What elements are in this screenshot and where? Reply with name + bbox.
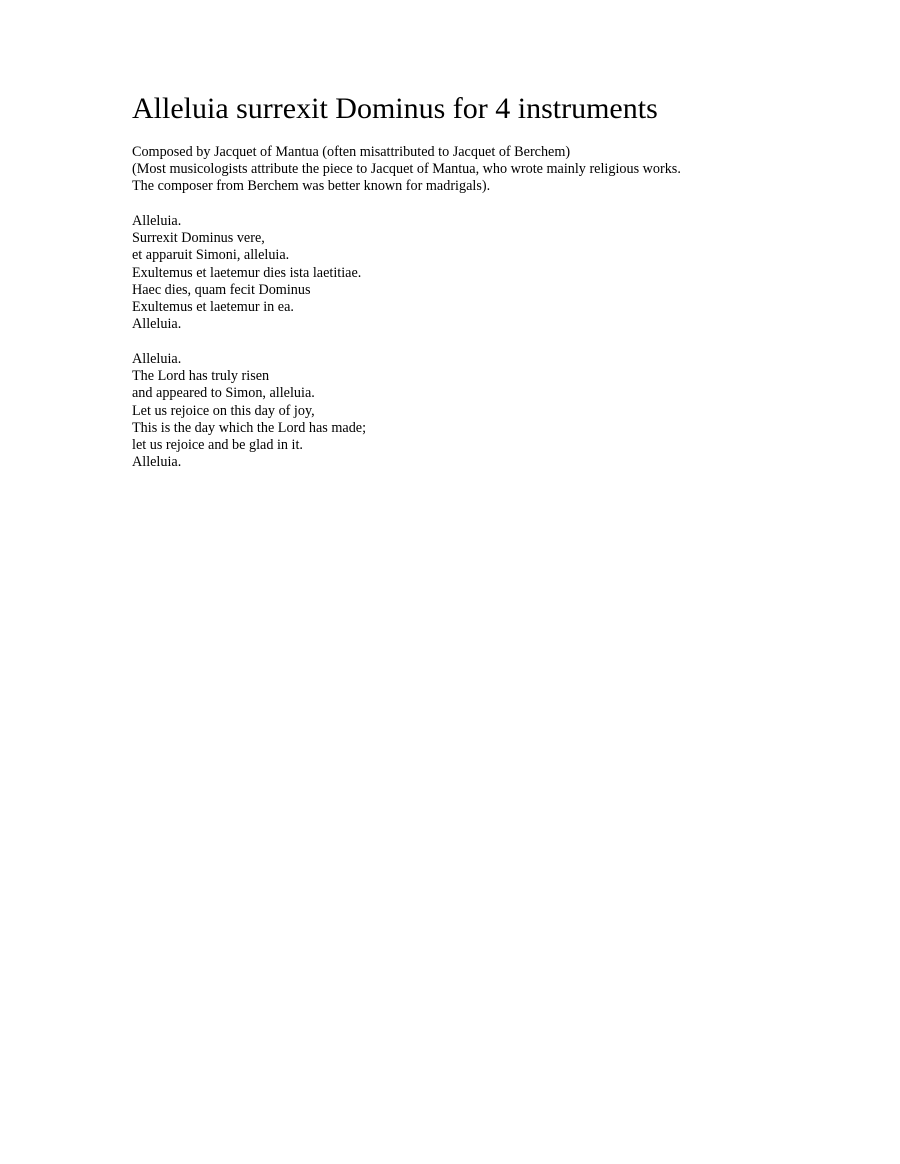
latin-line: Haec dies, quam fecit Dominus bbox=[132, 281, 311, 298]
intro-line: The composer from Berchem was better known for madrigals). bbox=[132, 178, 491, 195]
english-line: The Lord has truly risen bbox=[132, 368, 270, 385]
english-line: Let us rejoice on this day of joy, bbox=[132, 402, 315, 419]
english-line: Alleluia. bbox=[132, 351, 182, 367]
english-line: Alleluia. bbox=[132, 454, 182, 471]
intro-line: (Most musicologists attribute the piece to Jacquet of Mantua, who wrote mainly religious works. bbox=[132, 161, 681, 178]
latin-text bbox=[132, 213, 361, 333]
english-line: and appeared to Simon, alleluia. bbox=[132, 385, 315, 402]
latin-line: Alleluia. bbox=[132, 316, 182, 333]
intro-paragraph bbox=[132, 144, 681, 196]
latin-line: Exultemus et laetemur dies ista laetitiae. bbox=[132, 264, 362, 281]
english-translation bbox=[132, 351, 366, 471]
english-line: This is the day which the Lord has made; bbox=[132, 419, 367, 436]
english-line: let us rejoice and be glad in it. bbox=[132, 436, 303, 453]
intro-line: Composed by Jacquet of Mantua (often misattributed to Jacquet of Berchem) bbox=[132, 144, 571, 160]
latin-line: Surrexit Dominus vere, bbox=[132, 230, 265, 247]
latin-line: Exultemus et laetemur in ea. bbox=[132, 298, 294, 315]
page-title: Alleluia surrexit Dominus for 4 instruments bbox=[132, 92, 658, 125]
latin-line: et apparuit Simoni, alleluia. bbox=[132, 247, 290, 264]
latin-line: Alleluia. bbox=[132, 213, 182, 229]
